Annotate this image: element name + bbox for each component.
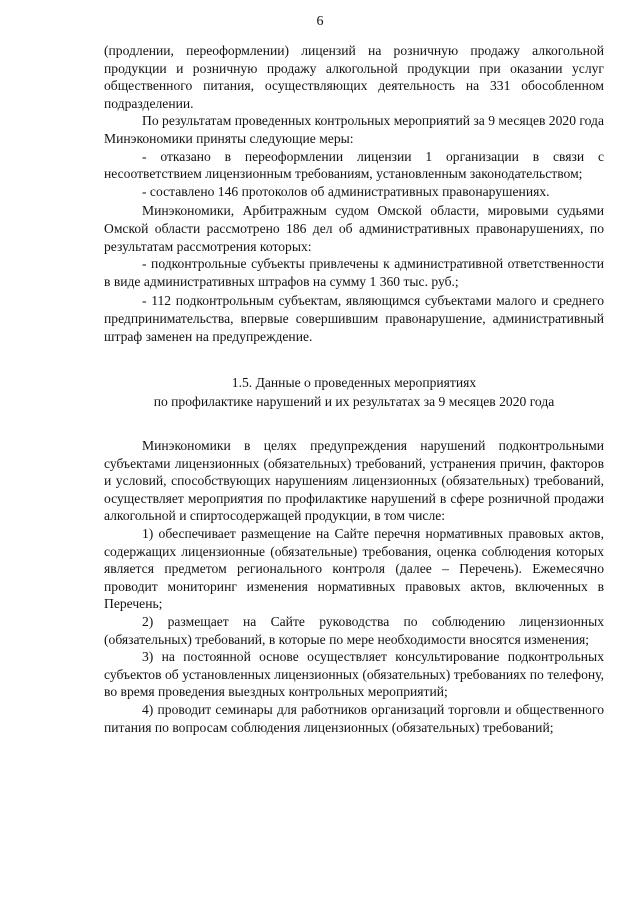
list-item-1-regulations-list: 1) обеспечивает размещение на Сайте перечня нормативных правовых актов, содержащих лицензионные (обязательные) требования, оценка соблюдения которых является предметом регионального контроля (далее – Перечень). Ежемесячно проводит мониторинг изменения нормативных правовых актов, включенных в Перечень; [104, 526, 604, 612]
paragraph-control-results: По результатам проведенных контрольных мероприятий за 9 месяцев 2020 года Минэкономики приняты следующие меры: [104, 113, 604, 146]
paragraph-prevention-intro: Минэкономики в целях предупреждения нарушений подконтрольными субъектами лицензионных (обязательных) требований, устранения причин, факторов и условий, способствующих нарушениям лицензионных (обязательных) требований, осуществляет мероприятия по профилактике нарушений в сфере розничной продажи алкогольной и спиртосодержащей продукции, в том числе: [104, 438, 604, 524]
list-item-fines: - подконтрольные субъекты привлечены к административной ответственности в виде административных штрафов на сумму 1 360 тыс. руб.; [104, 256, 604, 289]
list-item-3-consulting: 3) на постоянной основе осуществляет консультирование подконтрольных субъектов об установленных лицензионных (обязательных) требованиях по телефону, во время проведения выездных контрольных мероприятий; [104, 649, 604, 700]
list-item-license-refusal: - отказано в переоформлении лицензии 1 организации в связи с несоответствием лицензионным требованиям, установленным законодательством; [104, 148, 604, 182]
list-item-protocols: - составлено 146 протоколов об административных правонарушениях. [142, 183, 550, 199]
list-item-4-seminars: 4) проводит семинары для работников организаций торговли и общественного питания по вопросам соблюдения лицензионных (обязательных) требований; [104, 702, 604, 735]
section-title-line2: по профилактике нарушений и их результатах за 9 месяцев 2020 года [153, 394, 555, 410]
section-heading [104, 373, 604, 411]
list-item-2-guidelines: 2) размещает на Сайте руководства по соблюдению лицензионных (обязательных) требований, в которые по мере необходимости вносятся изменения; [104, 614, 604, 647]
document-body [104, 42, 604, 736]
paragraph-licenses-continuation: (продлении, переоформлении) лицензий на розничную продажу алкогольной продукции и розничную продажу алкогольной продукции при оказании услуг общественного питания, осуществляющих деятельность на 331 обособленном подразделении. [104, 43, 604, 111]
list-item-warnings: - 112 подконтрольным субъектам, являющимся субъектами малого и среднего предпринимательства, впервые совершившим правонарушение, административный штраф заменен на предупреждение. [104, 293, 604, 344]
section-title-line1: 1.5. Данные о проведенных мероприятиях [231, 375, 477, 391]
page-number: 6 [316, 14, 324, 29]
paragraph-court-cases: Минэкономики, Арбитражным судом Омской области, мировыми судьями Омской области рассмотрено 186 дел об административных правонарушениях, по результатам рассмотрения которых: [104, 203, 604, 254]
